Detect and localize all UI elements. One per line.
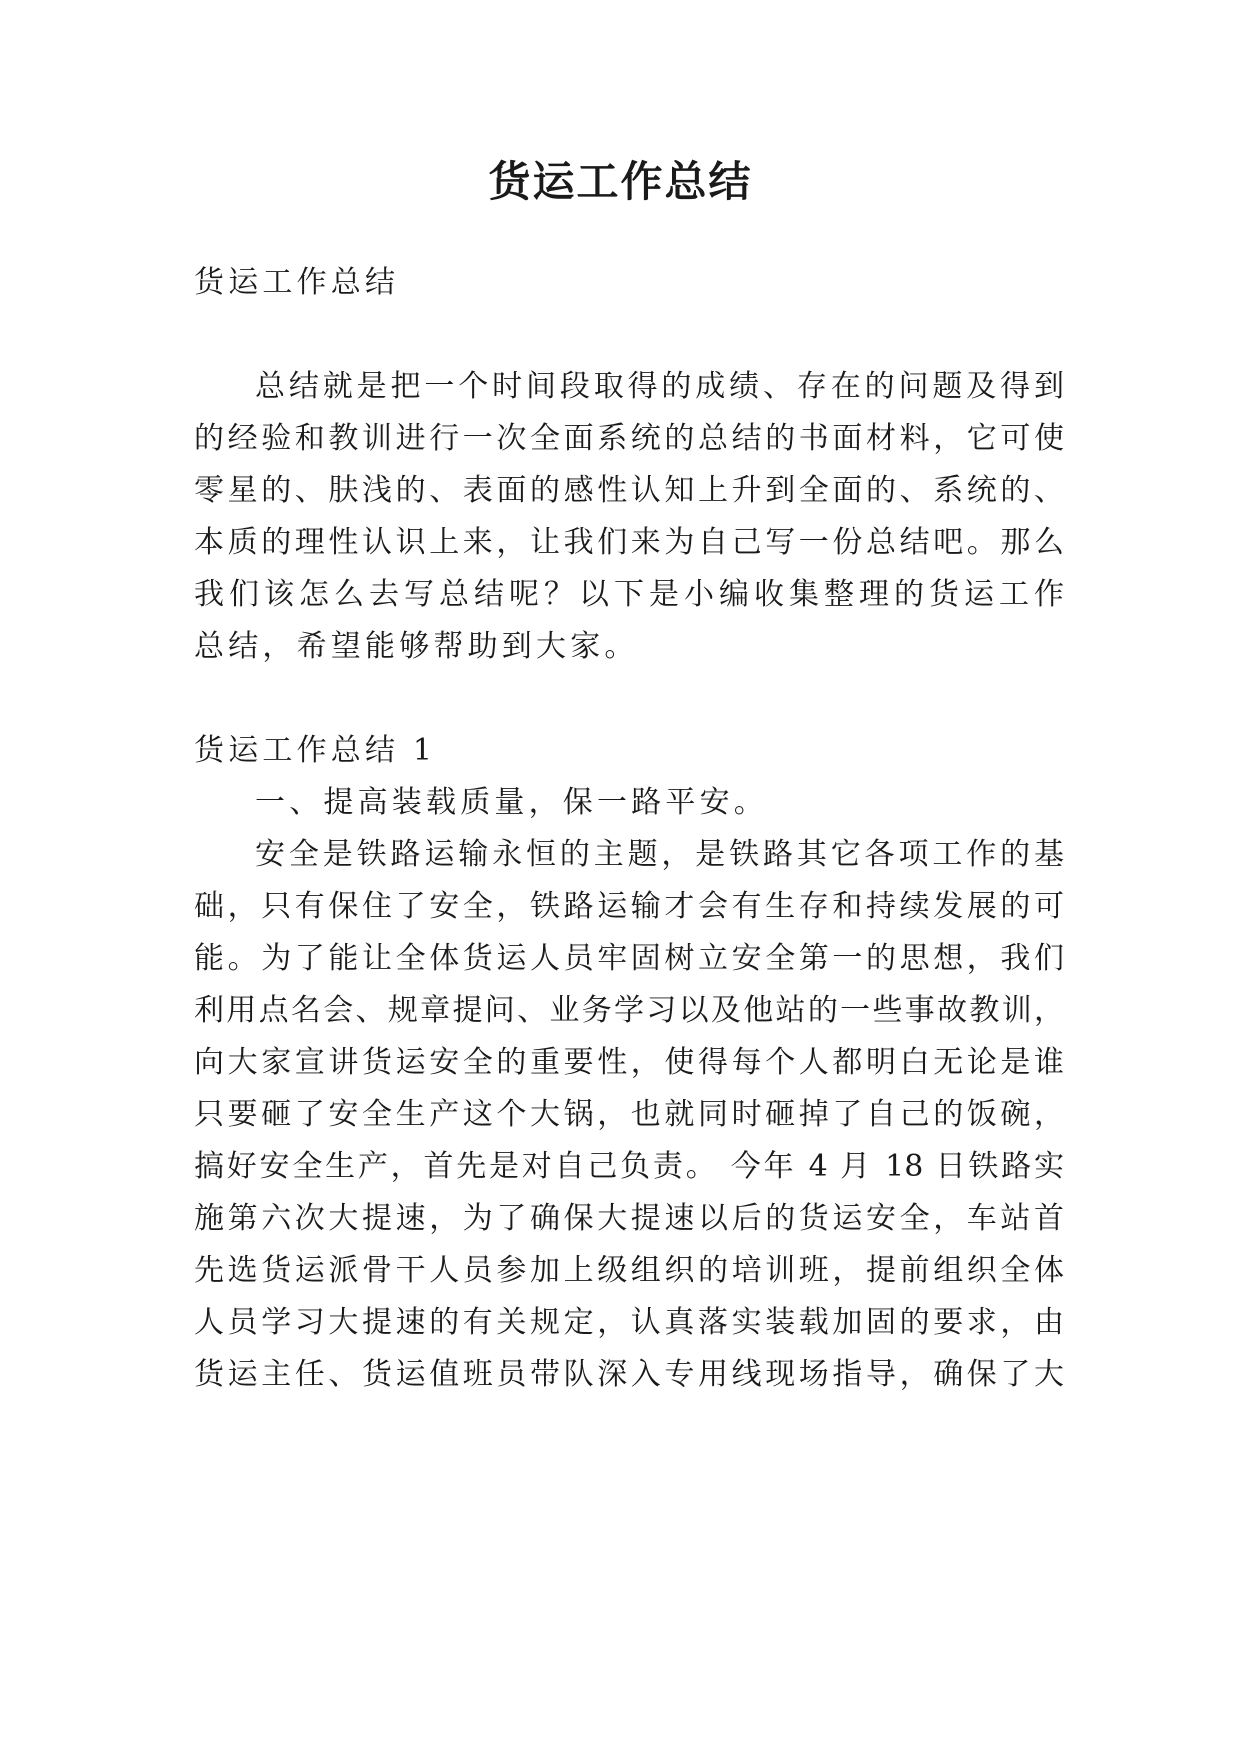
body-line: 利用点名会、规章提问、业务学习以及他站的一些事故教训， — [194, 993, 1064, 1028]
body-line: 只要砸了安全生产这个大锅，也就同时砸掉了自己的饭碗， — [194, 1097, 1064, 1132]
document-subtitle: 货运工作总结 — [194, 265, 400, 300]
intro-line: 零星的、肤浅的、表面的感性认知上升到全面的、系统的、 — [194, 473, 1064, 508]
body-line: 础，只有保住了安全，铁路运输才会有生存和持续发展的可 — [194, 889, 1064, 924]
body-line: 向大家宣讲货运安全的重要性，使得每个人都明白无论是谁 — [194, 1045, 1064, 1080]
body-line: 货运主任、货运值班员带队深入专用线现场指导，确保了大 — [194, 1357, 1064, 1392]
intro-line: 的经验和教训进行一次全面系统的总结的书面材料，它可使 — [194, 421, 1064, 456]
body-line: 人员学习大提速的有关规定，认真落实装载加固的要求，由 — [194, 1305, 1064, 1340]
intro-line: 总结，希望能够帮助到大家。 — [194, 629, 639, 664]
body-line: 施第六次大提速，为了确保大提速以后的货运安全，车站首 — [194, 1201, 1064, 1236]
body-line: 搞好安全生产，首先是对自己负责。 今年 4 月 18 日铁路实 — [194, 1149, 1064, 1184]
intro-line: 本质的理性认识上来，让我们来为自己写一份总结吧。那么 — [194, 525, 1064, 560]
intro-line: 我们该怎么去写总结呢？以下是小编收集整理的货运工作 — [194, 577, 1064, 612]
body-line: 安全是铁路运输永恒的主题，是铁路其它各项工作的基 — [255, 837, 1064, 872]
intro-line: 总结就是把一个时间段取得的成绩、存在的问题及得到 — [255, 369, 1064, 404]
document-title: 货运工作总结 — [488, 157, 753, 206]
body-line: 先选货运派骨干人员参加上级组织的培训班，提前组织全体 — [194, 1253, 1064, 1288]
point-heading: 一、提高装载质量，保一路平安。 — [255, 785, 768, 820]
section-heading: 货运工作总结 1 — [194, 733, 437, 768]
body-line: 能。为了能让全体货运人员牢固树立安全第一的思想，我们 — [194, 941, 1064, 976]
